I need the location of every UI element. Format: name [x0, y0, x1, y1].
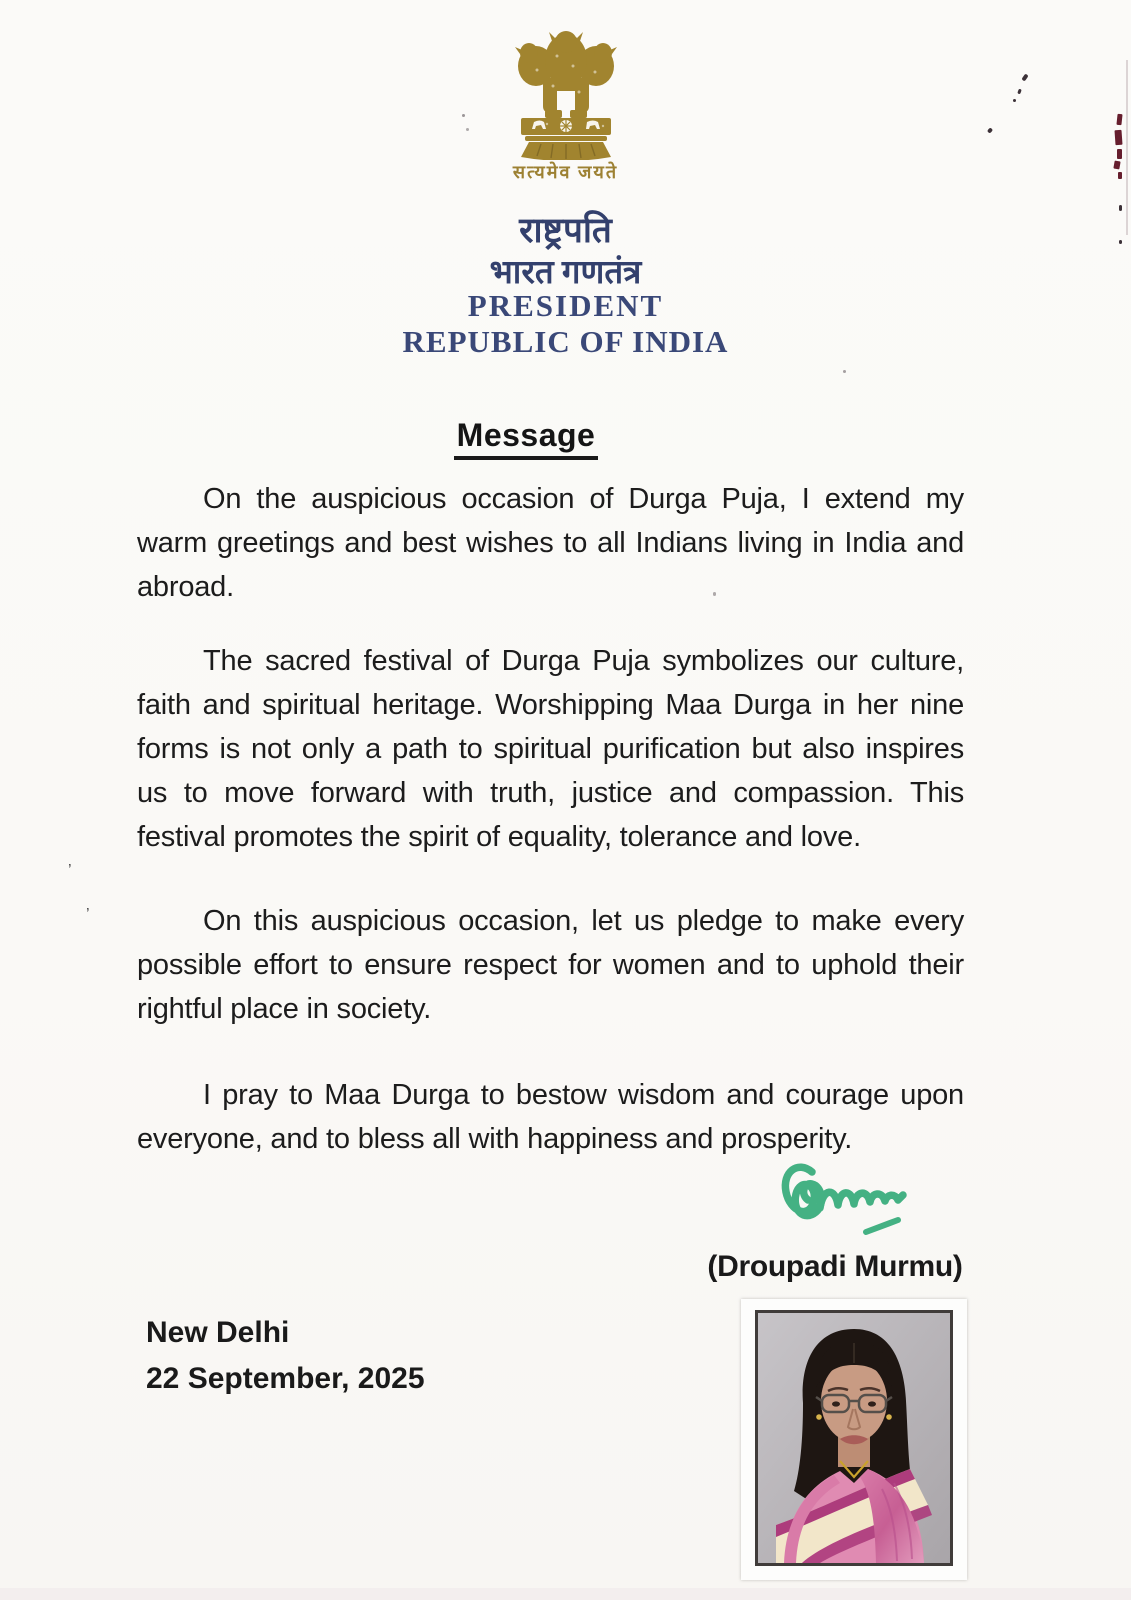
- scan-speck: [713, 592, 716, 596]
- scan-bottom-edge: [0, 1588, 1131, 1600]
- scan-speck: [843, 370, 846, 373]
- title-bharat-ganatantra: भारत गणतंत्र: [489, 255, 642, 291]
- scan-ink-mark: [1118, 172, 1122, 179]
- paragraph-prayer: I pray to Maa Durga to bestow wisdom and courage upon everyone, and to bless all with happiness and prosperity.: [137, 1079, 964, 1155]
- message-heading: Message: [454, 417, 599, 460]
- scan-speck: [462, 114, 465, 117]
- paragraph-festival-meaning: The sacred festival of Durga Puja symbolizes our culture, faith and spiritual heritage. Worshipping Maa Durga in her nine forms is not only a path to spiritual purification but also inspires us to move forward with truth, justice and compassion. This festival promotes the spirit of equality, tolerance and love.: [137, 645, 964, 853]
- scan-speck: [1119, 240, 1122, 244]
- title-rashtrapati: राष्ट्रपति: [519, 211, 612, 250]
- signatory-name: (Droupadi Murmu): [707, 1250, 963, 1283]
- title-republic-of-india: REPUBLIC OF INDIA: [402, 324, 729, 359]
- emblem-block: [0, 26, 1131, 160]
- paragraph-pledge: On this auspicious occasion, let us pledge to make every possible effort to ensure respect for women and to uphold their rightful place in society.: [137, 905, 964, 1025]
- scan-ink-mark: [1117, 149, 1122, 159]
- portrait-image: [755, 1310, 953, 1566]
- title-president: PRESIDENT: [467, 288, 664, 323]
- date-line: 22 September, 2025: [146, 1362, 425, 1395]
- scan-speck: ’: [68, 862, 72, 879]
- message-heading-row: [0, 417, 1052, 460]
- scan-speck: [1013, 99, 1016, 102]
- paragraph-greeting: On the auspicious occasion of Durga Puja, I extend my warm greetings and best wishes to all Indians living in India and abroad.: [137, 483, 964, 603]
- scan-speck: [466, 128, 469, 131]
- motto-satyameva-jayate: सत्यमेव जयते: [512, 162, 619, 182]
- national-emblem-of-india-icon: [487, 26, 645, 160]
- place-line: New Delhi: [146, 1316, 290, 1349]
- signature-droupadi-murmu: [768, 1150, 928, 1250]
- scan-ink-mark: [1114, 130, 1122, 145]
- message-body: [137, 477, 964, 1191]
- scan-speck: [1119, 205, 1122, 211]
- scan-crease: [1126, 60, 1128, 235]
- scan-speck: ’: [86, 906, 90, 923]
- president-portrait-photo: [741, 1299, 967, 1580]
